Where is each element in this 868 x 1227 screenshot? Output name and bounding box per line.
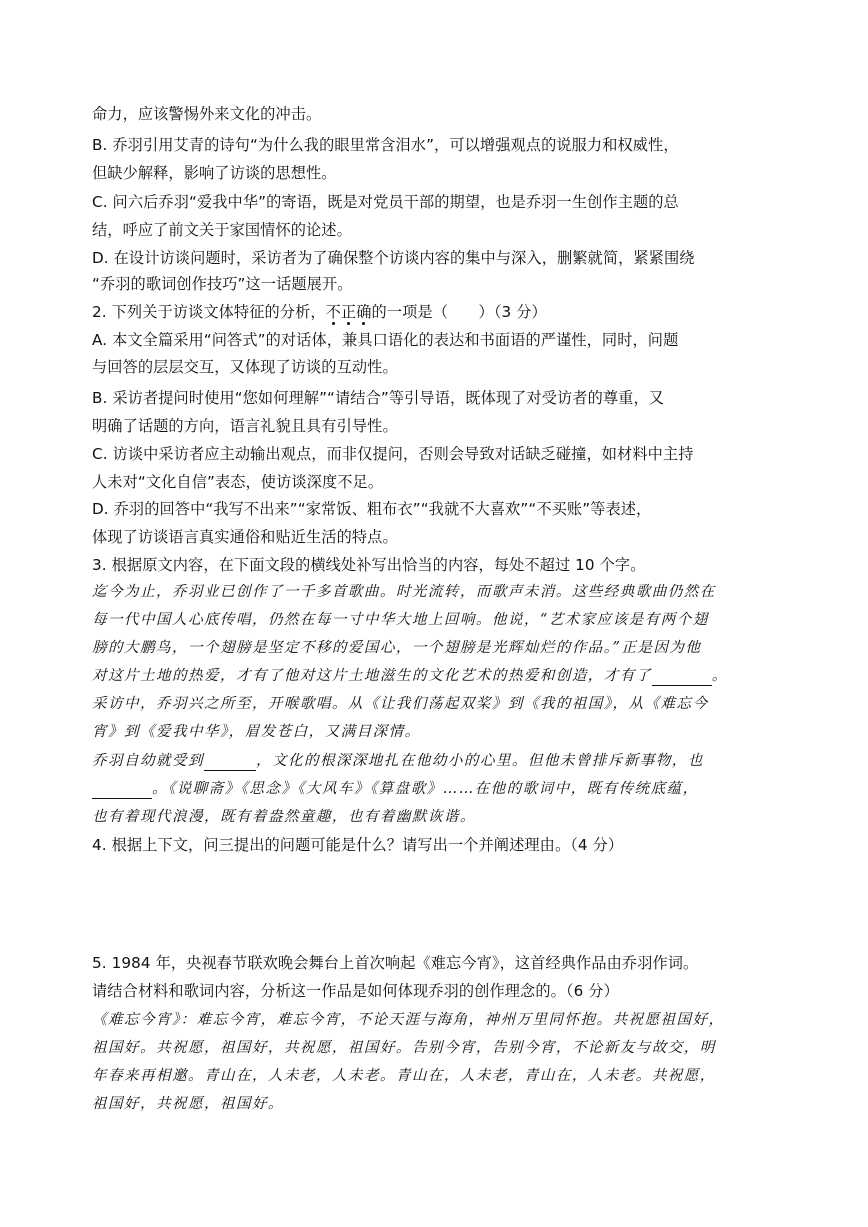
question-5-line-2: 请结合材料和歌词内容，分析这一作品是如何体现乔羽的创作理念的。（6 分） [92,982,619,1000]
passage-text: 。 [711,667,728,684]
passage-line-9: 也有着现代浪漫，既有着盎然童趣，也有着幽默诙谐。 [92,808,476,825]
passage-line-3: 膀的大鹏鸟，一个翅膀是坚定不移的爱国心，一个翅膀是光辉灿烂的作品。”正是因为他 [92,639,702,656]
question-3-stem: 3. 根据原文内容，在下面文段的横线处补写出恰当的内容，每处不超过 10 个字。 [92,556,646,574]
q2-option-a-line-1: A. 本文全篇采用“问答式”的对话体，兼具口语化的表达和书面语的严谨性，同时，问题 [92,331,679,349]
q2-option-b-line-1: B. 采访者提问时使用“您如何理解”“请结合”等引导语，既体现了对受访者的尊重，又 [92,389,665,407]
lyrics-line-1: 《难忘今宵》：难忘今宵，难忘今宵，不论天涯与海角，神州万里同怀抱。共祝愿祖国好， [92,1011,725,1028]
fill-blank-3[interactable] [92,784,152,799]
option-d-line-1: D. 在设计访谈问题时，采访者为了确保整个访谈内容的集中与深入，删繁就简，紧紧围绕 [92,249,695,267]
emphasis-char: 确 [356,303,372,321]
passage-line-5: 采访中，乔羽兴之所至，开喉歌唱。从《让我们荡起双桨》到《我的祖国》，从《难忘今 [92,695,709,712]
q2-option-d-line-2: 体现了访谈语言真实通俗和贴近生活的特点。 [92,528,398,546]
emphasis-char: 正 [340,303,357,321]
lyrics-line-4: 祖国好，共祝愿，祖国好。 [92,1095,284,1112]
passage-text: ，文化的根深深地扎在他幼小的心里。但他未曾排斥新事物，也 [255,752,704,769]
question-2-stem [92,302,547,322]
q2-option-c-line-2: 人未对“文化自信”表态，使访谈深度不足。 [92,473,384,491]
emphasis-char: 不 [325,303,341,321]
question-4: 4. 根据上下文，问三提出的问题可能是什么？请写出一个并阐述理由。（4 分） [92,836,624,854]
lyrics-line-2: 祖国好。共祝愿，祖国好，共祝愿，祖国好。告别今宵，告别今宵，不论新友与故交，明 [92,1039,716,1056]
q2-option-c-line-1: C. 访谈中采访者应主动输出观点，而非仅提问，否则会导致对话缺乏碰撞，如材料中主持 [92,445,694,463]
question-5-line-1: 5. 1984 年，央视春节联欢晚会舞台上首次响起《难忘今宵》，这首经典作品由乔羽作词。 [92,954,699,972]
q2-option-a-line-2: 与回答的层层交互，又体现了访谈的互动性。 [92,358,398,376]
question-2-score: 的一项是（ ）（3 分） [371,303,547,321]
passage-text: 对这片土地的热爱，才有了他对这片土地滋生的文化艺术的热爱和创造，才有了 [92,667,652,684]
passage-line-6: 宵》到《爱我中华》，眉发苍白，又满目深情。 [92,723,421,740]
q2-option-b-line-2: 明确了话题的方向，语言礼貌且具有引导性。 [92,417,398,435]
option-a-continuation: 命力，应该警惕外来文化的冲击。 [92,105,322,123]
passage-text: 。《说聊斋》《思念》《大风车》《算盘歌》……在他的歌词中，既有传统底蕴， [152,780,699,797]
fill-blank-1[interactable] [652,671,712,686]
question-2-text: 2. 下列关于访谈文体特征的分析， [92,303,326,321]
option-c-line-2: 结，呼应了前文关于家国情怀的论述。 [92,221,352,239]
passage-text: 乔羽自幼就受到 [92,752,204,769]
q2-option-d-line-1: D. 乔羽的回答中“我写不出来”“家常饭、粗布衣”“我就不大喜欢”“不买账”等表述， [92,500,652,518]
option-c-line-1: C. 问六后乔羽“爱我中华”的寄语，既是对党员干部的期望，也是乔羽一生创作主题的总 [92,193,679,211]
passage-line-1: 迄今为止，乔羽业已创作了一千多首歌曲。时光流转，而歌声未消。这些经典歌曲仍然在 [92,583,716,600]
passage-line-8 [92,779,699,799]
option-d-line-2: “乔羽的歌词创作技巧”这一话题展开。 [92,275,353,293]
option-b-line-2: 但缺少解释，影响了访谈的思想性。 [92,164,337,182]
fill-blank-2[interactable] [204,756,256,771]
passage-line-7 [92,751,704,771]
lyrics-line-3: 年春来再相邀。青山在，人未老，人未老。青山在，人未老，青山在，人未老。共祝愿， [92,1067,716,1084]
passage-line-2: 每一代中国人心底传唱，仍然在每一寸中华大地上回响。他说，“艺术家应该是有两个翅 [92,611,709,628]
option-b-line-1: B. 乔羽引用艾青的诗句“为什么我的眼里常含泪水”，可以增强观点的说服力和权威性， [92,136,679,154]
passage-line-4 [92,666,728,686]
